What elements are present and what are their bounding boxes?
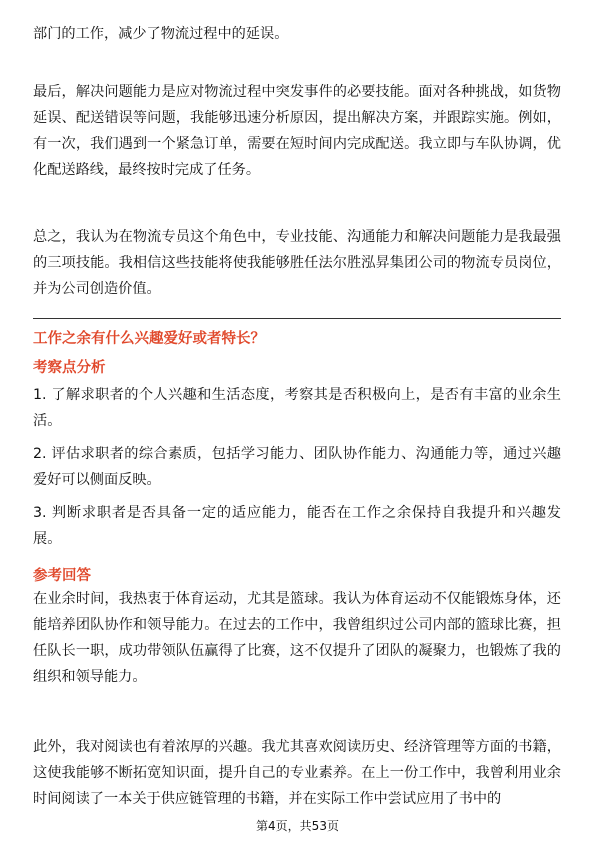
answer-paragraph-sports: 在业余时间，我热衷于体育运动，尤其是篮球。我认为体育运动不仅能锻炼身体，还能培养团队协作和领导能力。在过去的工作中，我曾组织过公司内部的篮球比赛，担任队长一职，成功带领队伍赢得了比赛，这不仅提升了团队的凝聚力，也锻炼了我的组织和领导能力。: [33, 591, 561, 685]
list-item: 2. 评估求职者的综合素质，包括学习能力、团队协作能力、沟通能力等，通过兴趣爱好可以侧面反映。: [33, 446, 561, 488]
answer-heading: 参考回答: [33, 568, 91, 584]
list-item: 1. 了解求职者的个人兴趣和生活态度，考察其是否积极向上，是否有丰富的业余生活。: [33, 387, 561, 429]
paragraph-summary: 总之，我认为在物流专员这个角色中，专业技能、沟通能力和解决问题能力是我最强的三项技能。我相信这些技能将使我能够胜任法尔胜泓昇集团公司的物流专员岗位，并为公司创造价值。: [33, 229, 561, 297]
page-footer: 第4页，共53页: [256, 819, 339, 833]
list-item: 3. 判断求职者是否具备一定的适应能力，能否在工作之余保持自我提升和兴趣发展。: [33, 505, 561, 547]
analysis-list: [33, 382, 561, 559]
analysis-heading: 考察点分析: [33, 360, 106, 376]
paragraph-intro-continuation: 部门的工作，减少了物流过程中的延误。: [33, 26, 289, 42]
answer-paragraph-reading: 此外，我对阅读也有着浓厚的兴趣。我尤其喜欢阅读历史、经济管理等方面的书籍，这使我能够不断拓宽知识面，提升自己的专业素养。在上一份工作中，我曾利用业余时间阅读了一本关于供应链管理的书籍，并在实际工作中尝试应用了书中的: [33, 739, 561, 807]
section-divider: [33, 318, 561, 319]
question-title: 工作之余有什么兴趣爱好或者特长？: [33, 331, 265, 347]
paragraph-problem-solving: 最后，解决问题能力是应对物流过程中突发事件的必要技能。面对各种挑战，如货物延误、配送错误等问题，我能够迅速分析原因，提出解决方案，并跟踪实施。例如，有一次，我们遇到一个紧急订单，需要在短时间内完成配送。我立即与车队协调，优化配送路线，最终按时完成了任务。: [33, 84, 561, 178]
